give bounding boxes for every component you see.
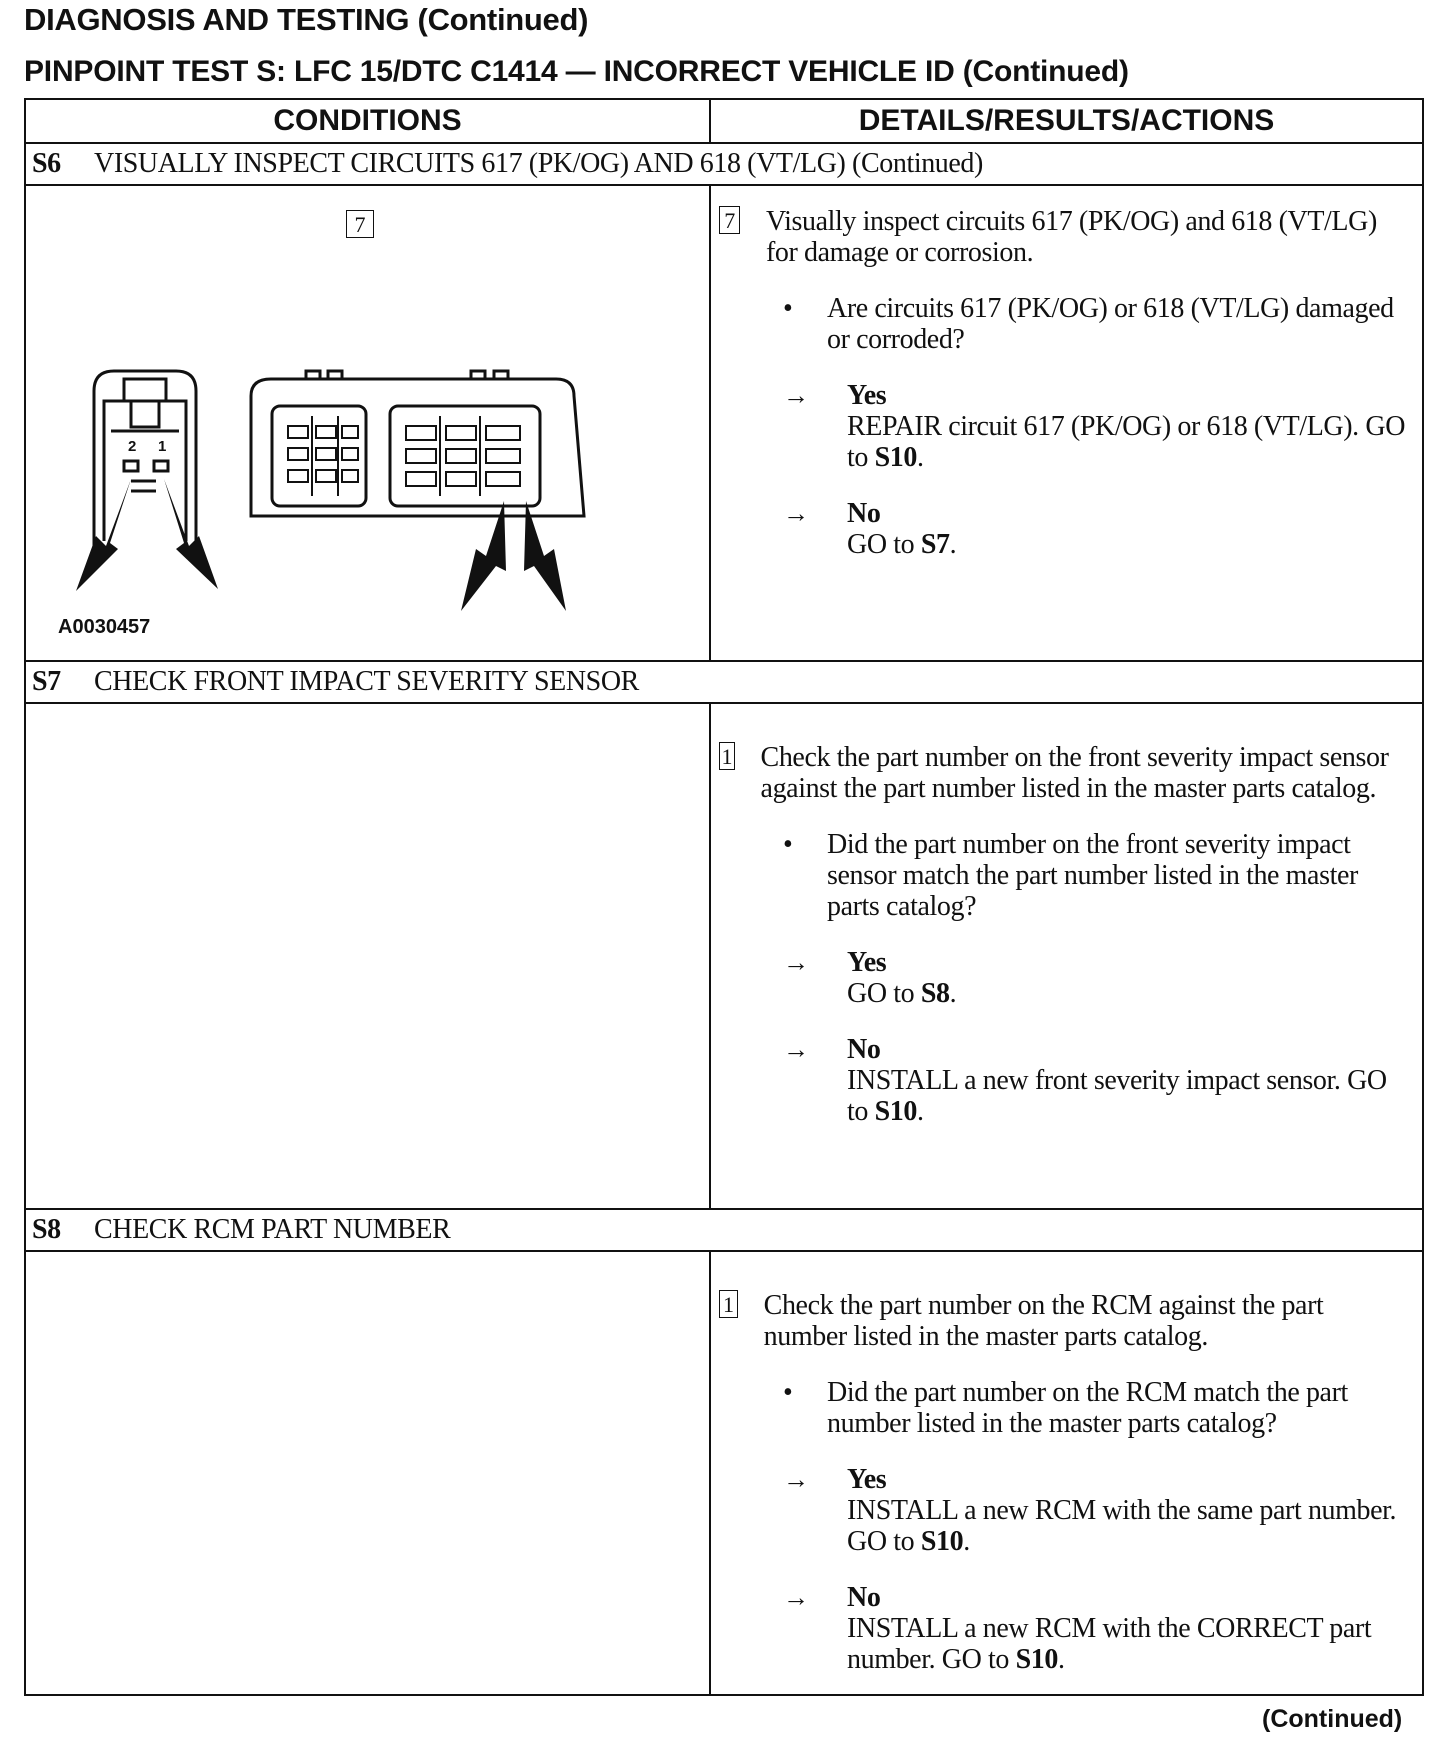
connector-diagram <box>76 351 636 611</box>
period: . <box>949 529 957 560</box>
figure-step-box: 7 <box>346 210 374 238</box>
continued-label: (Continued) <box>1262 1705 1403 1733</box>
s8-action-text: Check the part number on the RCM against the part number listed in the master parts catalog. <box>763 1290 1324 1352</box>
s6-figure-cell <box>25 185 710 661</box>
s8-no-goto: S10 <box>1015 1644 1058 1675</box>
details-header: DETAILS/RESULTS/ACTIONS <box>710 99 1423 143</box>
s7-yes-text: GO to <box>847 978 921 1009</box>
s6-yes-label: Yes <box>847 380 887 411</box>
s8-yes-label: Yes <box>847 1464 887 1495</box>
page-title: DIAGNOSIS AND TESTING (Continued) <box>24 2 589 37</box>
step-number-box: 1 <box>719 742 735 770</box>
period: . <box>916 442 924 473</box>
step-number-box: 7 <box>719 206 740 234</box>
s6-no-goto: S7 <box>920 529 950 560</box>
step-s8-id: S8 <box>32 1214 61 1245</box>
arrow-icon: → <box>783 1465 809 1494</box>
step-s6-header <box>25 143 1423 185</box>
s6-action-text: Visually inspect circuits 617 (PK/OG) and 618 (VT/LG) for damage or corrosion. <box>765 206 1377 268</box>
s8-yes-goto: S10 <box>920 1526 964 1557</box>
s6-question: Are circuits 617 (PK/OG) or 618 (VT/LG) damaged or corroded? <box>827 293 1394 355</box>
s6-yes-goto: S10 <box>874 442 917 473</box>
arrow-icon: → <box>783 381 809 410</box>
bullet-icon: • <box>783 1377 793 1408</box>
connector-pin-label: 1 <box>158 438 167 455</box>
period: . <box>1057 1644 1065 1675</box>
arrow-icon: → <box>783 499 809 528</box>
s8-yes-text: INSTALL a new RCM with the same part number. GO to <box>847 1495 1397 1557</box>
step-s6-title: VISUALLY INSPECT CIRCUITS 617 (PK/OG) AND 618 (VT/LG) (Continued) <box>94 148 983 179</box>
s7-conditions-cell <box>25 703 710 1209</box>
s6-no-label: No <box>847 498 881 529</box>
s8-question: Did the part number on the RCM match the part number listed in the master parts catalog? <box>827 1377 1348 1439</box>
s7-yes-label: Yes <box>847 947 887 978</box>
step-s7-header <box>25 661 1423 703</box>
s7-yes-goto: S8 <box>920 978 950 1009</box>
s6-yes-text: REPAIR circuit 617 (PK/OG) or 618 (VT/LG). GO to <box>847 411 1406 473</box>
s7-action-text: Check the part number on the front severity impact sensor against the part number listed in the master parts catalog. <box>760 742 1389 804</box>
period: . <box>963 1526 970 1557</box>
arrow-icon: → <box>783 1035 809 1064</box>
s8-details-cell <box>710 1251 1423 1695</box>
pinpoint-test-table <box>24 98 1424 1696</box>
step-s8-title: CHECK RCM PART NUMBER <box>94 1214 451 1245</box>
s6-no-text: GO to <box>847 529 921 560</box>
period: . <box>949 978 957 1009</box>
step-s6-id: S6 <box>32 148 61 179</box>
step-s8-header <box>25 1209 1423 1251</box>
s7-question: Did the part number on the front severity impact sensor match the part number listed in the master parts catalog? <box>827 829 1358 922</box>
s7-no-label: No <box>847 1034 881 1065</box>
step-number-box: 1 <box>719 1290 738 1318</box>
s7-no-goto: S10 <box>874 1096 917 1127</box>
step-s7-title: CHECK FRONT IMPACT SEVERITY SENSOR <box>94 666 639 697</box>
conditions-header: CONDITIONS <box>25 99 710 143</box>
s6-details-cell <box>710 185 1423 661</box>
arrow-icon: → <box>783 948 809 977</box>
s7-no-text: INSTALL a new front severity impact sensor. GO to <box>847 1065 1387 1127</box>
step-s7-id: S7 <box>32 666 61 697</box>
s8-conditions-cell <box>25 1251 710 1695</box>
arrow-icon: → <box>783 1583 809 1612</box>
s7-details-cell <box>710 703 1423 1209</box>
period: . <box>916 1096 924 1127</box>
test-title: PINPOINT TEST S: LFC 15/DTC C1414 — INCORRECT VEHICLE ID (Continued) <box>24 55 1129 88</box>
figure-id: A0030457 <box>58 616 151 638</box>
bullet-icon: • <box>783 293 793 324</box>
s8-no-label: No <box>847 1582 881 1613</box>
bullet-icon: • <box>783 829 793 860</box>
connector-pin-label: 2 <box>128 438 137 455</box>
s8-no-text: INSTALL a new RCM with the CORRECT part number. GO to <box>847 1613 1372 1675</box>
